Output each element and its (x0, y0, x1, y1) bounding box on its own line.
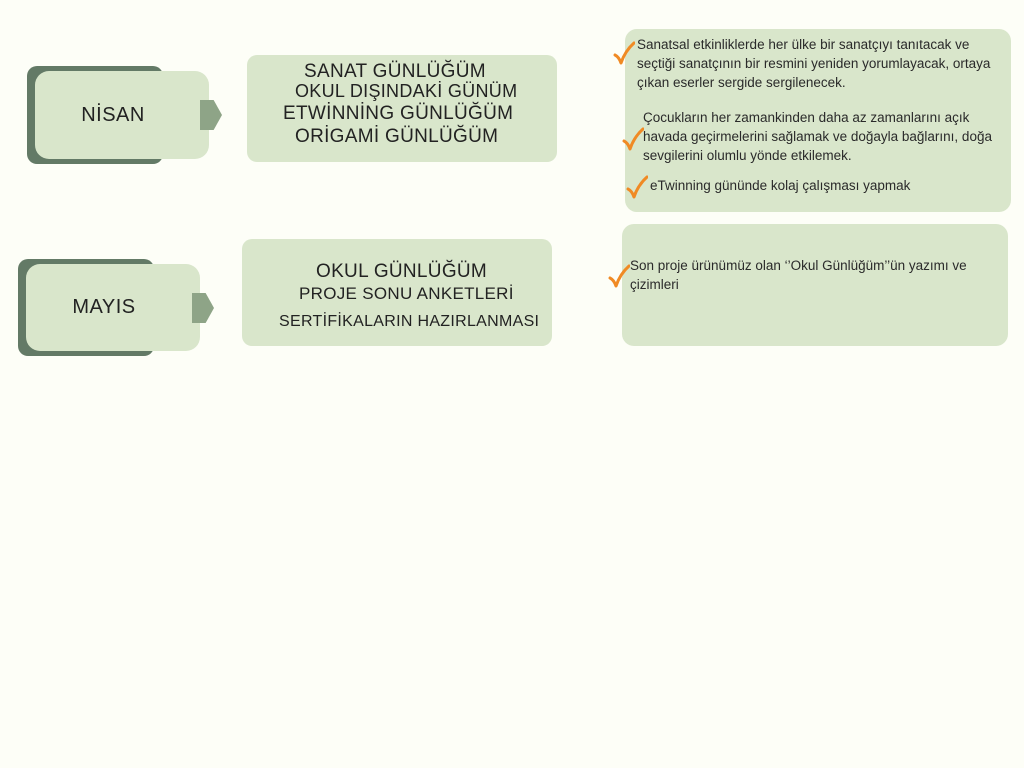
notes-card-mayis (622, 224, 1008, 346)
month-card (35, 71, 209, 159)
month-label: NİSAN (81, 103, 145, 126)
check-icon (626, 175, 648, 199)
topic-item: ORİGAMİ GÜNLÜĞÜM (295, 126, 499, 147)
notes-card-nisan (625, 29, 1011, 212)
check-icon (622, 127, 644, 151)
topic-item: PROJE SONU ANKETLERİ (299, 284, 514, 303)
month-card (26, 264, 200, 351)
check-icon (608, 264, 630, 288)
note-text: eTwinning gününde kolaj çalışması yapmak (650, 178, 911, 193)
topic-item: OKUL DIŞINDAKİ GÜNÜM (295, 81, 518, 101)
month-label: MAYIS (72, 296, 136, 318)
topic-card-mayis (242, 239, 552, 346)
arrow-tab (200, 100, 222, 130)
note-text: Çocukların her zamankinden daha az zamanlarını açık havada geçirmelerini sağlamak ve doğayla bağlarını, doğa sevgilerini olumlu yönde etkilemek. (643, 110, 992, 163)
arrow-tab (192, 293, 214, 323)
topic-item: OKUL GÜNLÜĞÜM (316, 261, 488, 282)
topic-card-nisan (247, 55, 557, 162)
check-icon (613, 41, 635, 65)
note-text: Sanatsal etkinliklerde her ülke bir sanatçıyı tanıtacak ve seçtiği sanatçının bir resmini yeniden yorumlayacak, ortaya çıkan eserler sergide sergilenecek. (637, 37, 991, 90)
topic-item: SANAT GÜNLÜĞÜM (304, 61, 486, 82)
topic-item: ETWİNNİNG GÜNLÜĞÜM (283, 103, 514, 124)
topic-item: SERTİFİKALARIN HAZIRLANMASI (279, 313, 540, 330)
note-text: Son proje ürünümüz olan ‘’Okul Günlüğüm’’ün yazımı ve çizimleri (630, 258, 967, 292)
